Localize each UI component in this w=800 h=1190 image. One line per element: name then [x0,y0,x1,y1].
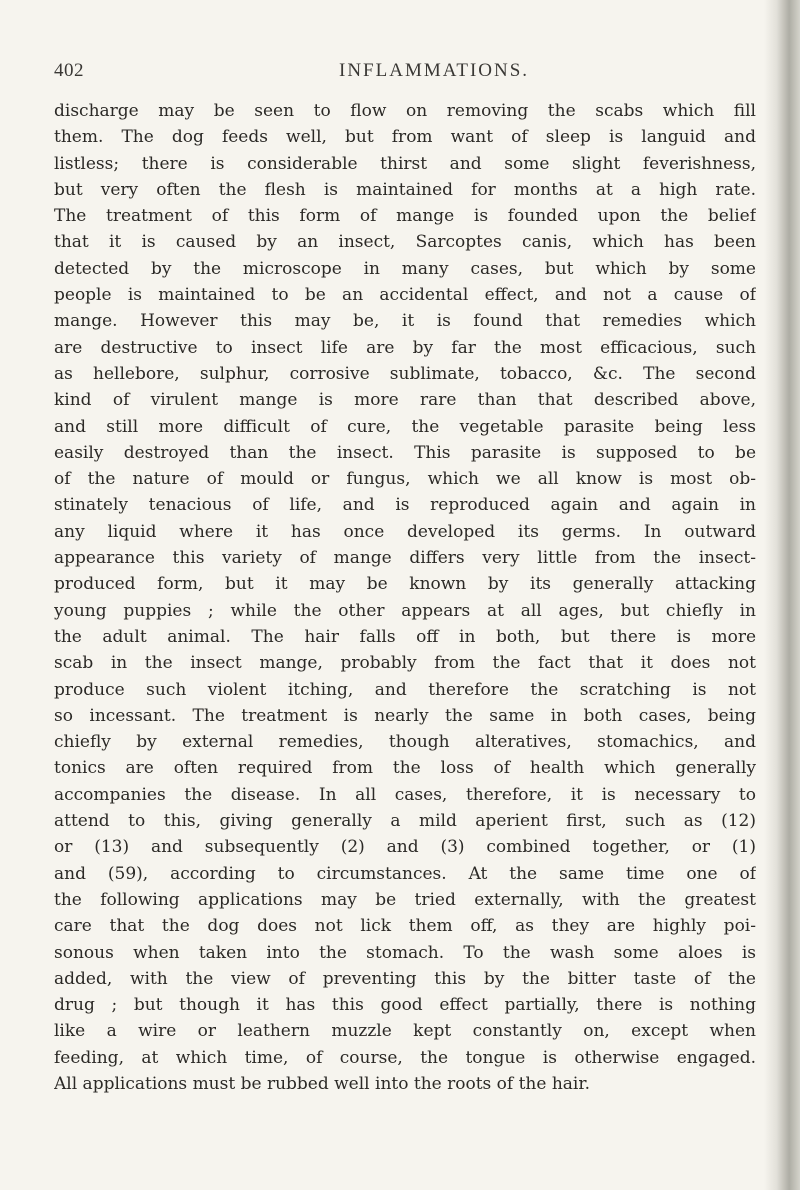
text-line: and (59), according to circumstances. At the same time one of [54,863,756,884]
text-line: care that the dog does not lick them off, as they are highly poi- [54,916,756,937]
text-line: easily destroyed than the insect. This parasite is supposed to be [54,442,756,463]
page-edge-shadow [764,0,800,1190]
text-line: feeding, at which time, of course, the tongue is otherwise engaged. [54,1047,756,1068]
text-line: added, with the view of preventing this by the bitter taste of the [54,968,756,989]
text-line: drug ; but though it has this good effect partially, there is nothing [54,995,756,1016]
text-line: produced form, but it may be known by its generally attacking [54,574,756,595]
text-line: produce such violent itching, and therefore the scratching is not [54,679,756,700]
text-line: scab in the insect mange, probably from the fact that it does not [54,653,756,674]
text-line: sonous when taken into the stomach. To the wash some aloes is [54,942,756,963]
text-line: All applications must be rubbed well into the roots of the hair. [54,1073,591,1094]
text-line: any liquid where it has once developed its germs. In outward [54,521,756,542]
text-line: listless; there is considerable thirst and some slight feverishness, [54,153,756,174]
text-line: are destructive to insect life are by far the most efficacious, such [54,337,756,358]
text-line: appearance this variety of mange differs very little from the insect- [54,548,756,569]
text-line: of the nature of mould or fungus, which we all know is most ob- [54,469,756,490]
text-line: them. The dog feeds well, but from want of sleep is languid and [54,127,756,148]
text-line: young puppies ; while the other appears at all ages, but chiefly in [54,600,756,621]
text-line: so incessant. The treatment is nearly the same in both cases, being [54,705,756,726]
running-title: INFLAMMATIONS. [339,60,530,81]
text-line: chiefly by external remedies, though alteratives, stomachics, and [54,732,756,753]
page-header [54,60,754,84]
text-line: that it is caused by an insect, Sarcoptes canis, which has been [54,232,756,253]
text-line: mange. However this may be, it is found that remedies which [54,311,756,332]
text-line: like a wire or leathern muzzle kept constantly on, except when [54,1021,756,1042]
text-line: The treatment of this form of mange is founded upon the belief [54,206,756,227]
text-line: the following applications may be tried externally, with the greatest [54,889,756,910]
page-number: 402 [54,60,84,81]
text-line: people is maintained to be an accidental effect, and not a cause of [54,285,756,306]
text-line: kind of virulent mange is more rare than that described above, [54,390,756,411]
text-line: as hellebore, sulphur, corrosive sublimate, tobacco, &c. The second [54,363,756,384]
text-line: or (13) and subsequently (2) and (3) combined together, or (1) [54,837,756,858]
text-line: attend to this, giving generally a mild aperient first, such as (12) [54,811,756,832]
text-line: discharge may be seen to flow on removing the scabs which fill [54,101,756,121]
text-line: detected by the microscope in many cases, but which by some [54,258,756,279]
body-text [54,98,756,1097]
text-line: tonics are often required from the loss of health which generally [54,758,756,779]
text-line: stinately tenacious of life, and is reproduced again and again in [54,495,756,516]
text-line: accompanies the disease. In all cases, therefore, it is necessary to [54,784,756,805]
text-line: but very often the flesh is maintained for months at a high rate. [54,179,756,200]
text-line: and still more difficult of cure, the vegetable parasite being less [54,416,756,437]
text-line: the adult animal. The hair falls off in both, but there is more [54,626,756,647]
